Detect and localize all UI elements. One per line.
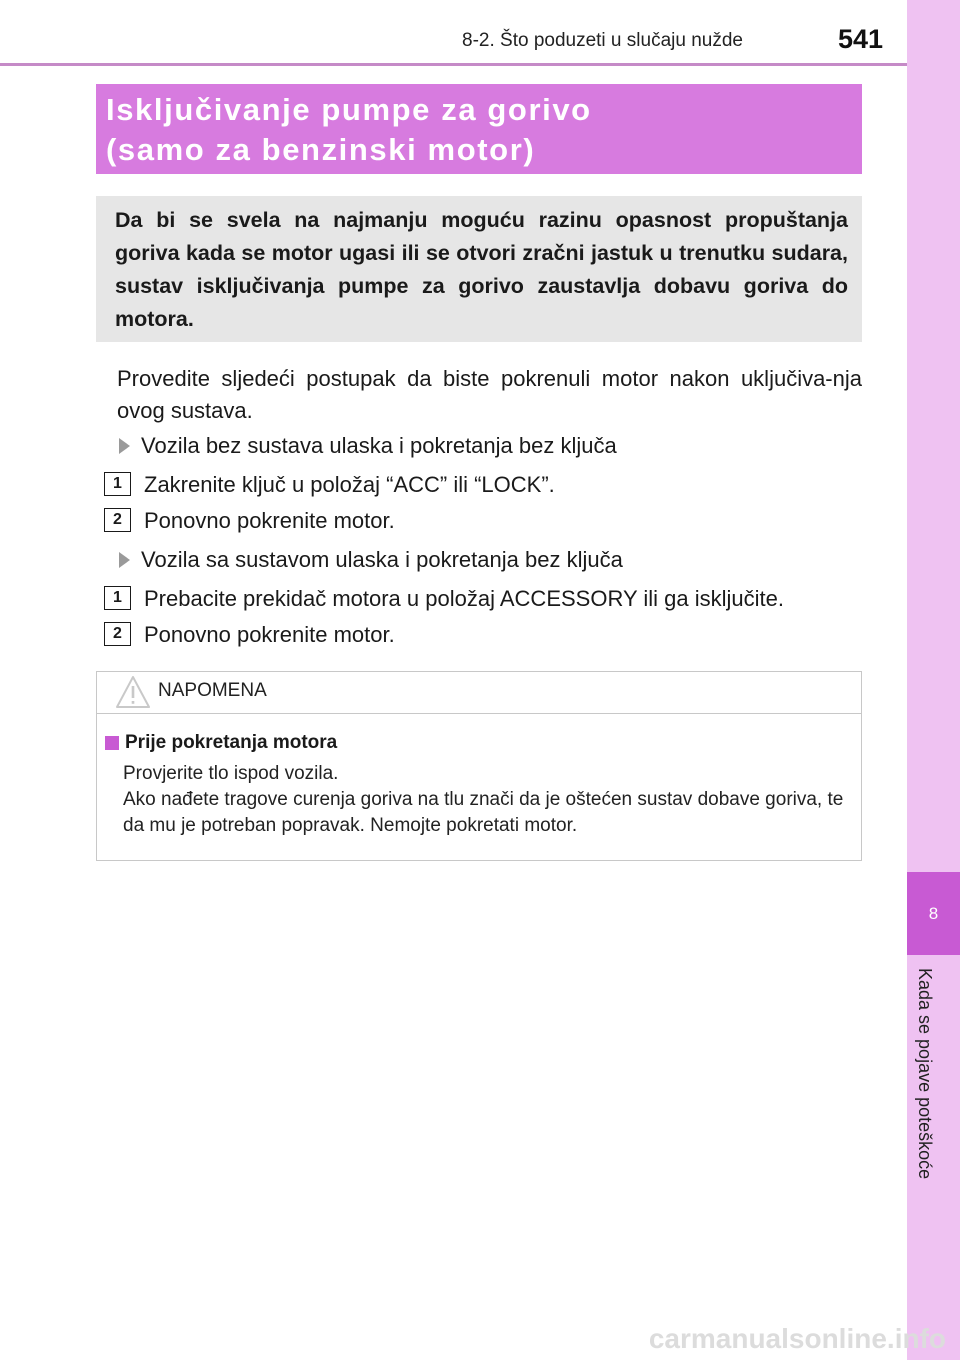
watermark: carmanualsonline.info [648,1323,946,1354]
intro-text: Da bi se svela na najmanju moguću razinu opasnost propuštanja goriva kada se motor ugasi ili se otvori zračni jastuk u trenutku sudara, sustav isključivanja pumpe za gorivo zaustavlja dobavu goriva do motora. [115,208,848,331]
notice-body [123,761,853,839]
variant-heading-label: Vozila sa sustavom ulaska i pokretanja bez ključa [141,547,623,572]
notice-body-line-1: Provjerite tlo ispod vozila. [123,763,339,784]
notice-heading [105,732,337,754]
step-text: Ponovno pokrenite motor. [144,622,395,647]
bullet-triangle-icon [119,552,130,568]
step-text: Ponovno pokrenite motor. [144,508,395,533]
header-divider [0,63,907,66]
step-number-badge: 2 [104,508,131,532]
variant-heading-without-smart-key [117,430,617,462]
step-text: Prebacite prekidač motora u položaj ACCESSORY ili ga isključite. [144,586,784,611]
procedure-intro: Provedite sljedeći postupak da biste pokrenuli motor nakon uključiva-nja ovog sustava. [117,366,862,423]
chapter-tab-label: Kada se pojave poteškoće [915,968,935,1180]
step-number-badge: 1 [104,586,131,610]
warning-triangle-icon [115,675,151,709]
notice-heading-text: Prije pokretanja motora [125,732,338,753]
notice-header [97,672,861,714]
bullet-triangle-icon [119,438,130,454]
variant-heading-with-smart-key [117,544,623,576]
intro-box [96,196,862,342]
variant-heading-label: Vozila bez sustava ulaska i pokretanja bez ključa [141,433,617,458]
page-number: 541 [838,24,884,54]
step-number-badge: 2 [104,622,131,646]
step-text: Zakrenite ključ u položaj “ACC” ili “LOCK”. [144,472,555,497]
section-title-line-2: (samo za benzinski motor) [106,132,536,167]
section-title-line-1: Isključivanje pumpe za gorivo [106,92,592,127]
chapter-tab-number: 8 [928,903,939,923]
chapter-tab[interactable] [907,872,960,955]
notice-box [96,671,862,861]
notice-label: NAPOMENA [158,680,267,701]
step-number-badge: 1 [104,472,131,496]
square-bullet-icon [105,736,119,750]
notice-body-line-2: Ako nađete tragove curenja goriva na tlu znači da je oštećen sustav dobave goriva, te da mu je potreban popravak. Nemojte pokretati motor. [123,789,844,836]
chapter-title: 8-2. Što poduzeti u slučaju nužde [462,30,743,51]
section-title-banner [96,84,862,174]
